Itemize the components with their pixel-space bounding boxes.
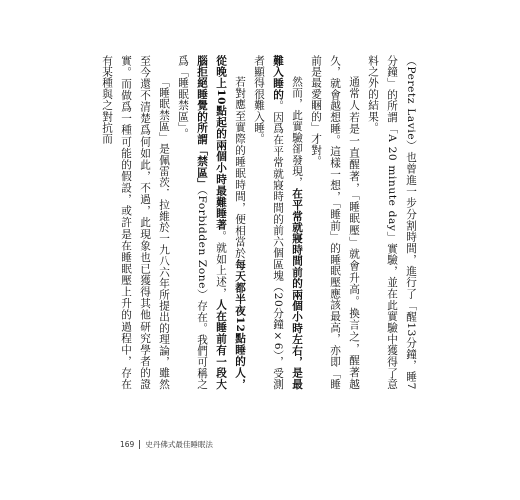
body-text: 然而，此實驗卻發現， — [291, 76, 303, 189]
body-text: 「睡眠禁區」是佩雷茨．拉維於一九八六年所提出的理論，雖然至今還不清楚爲何如此，不過，此現象也已獲得其他研究學者的證實。而做爲一種可能的假設，或許是在睡眠壓上升的過程中，存在有某種與之對抗而 — [101, 55, 170, 390]
body-text: 。因爲在平常就寢時間的前六個區塊（20分鐘×6），受測者顯得很難入睡。 — [253, 55, 284, 391]
paragraph — [173, 55, 249, 390]
paragraph — [249, 55, 306, 390]
page-footer — [120, 437, 213, 451]
paragraph — [97, 55, 173, 390]
vertical-text-block — [101, 55, 420, 391]
body-text: 通常人若是一直醒著，「睡眠壓」就會升高。換言之，醒著越久，就會越想睡。這樣一想，「睡前」的睡眠壓應該最高，亦即「睡前是最愛睏的」才對。 — [310, 55, 360, 390]
emphasis-text: 在平常就寢時間前的兩個小時左右，是最難入睡的 — [272, 55, 303, 390]
paragraph — [363, 55, 420, 390]
emphasis-text: 人在睡前有一段大腦拒絕睡覺的所謂「禁區」 — [196, 55, 227, 390]
body-text: （Forbidden Zone）存在。我們可稱之爲「睡眠禁區」。 — [177, 55, 208, 390]
body-text: （Peretz Lavie）也曾進一步分割時間，進行了「醒13分鐘，睡7分鐘」的所謂「A 20 minute day」實驗，並在此實驗中獲得了意料之外的結果。 — [367, 55, 417, 390]
footer-divider — [139, 440, 140, 449]
book-title: 史丹佛式最佳睡眠法 — [145, 439, 213, 449]
paragraph — [306, 55, 363, 390]
body-text: 若對應至實際的睡眠時間，便相當於 — [234, 76, 246, 260]
emphasis-text: 每天都半夜12點睡的人，從晚上10點起的兩個小時最難睡著 — [215, 55, 246, 390]
body-text: 。就如上述， — [215, 230, 227, 300]
page-number: 169 — [120, 439, 135, 449]
